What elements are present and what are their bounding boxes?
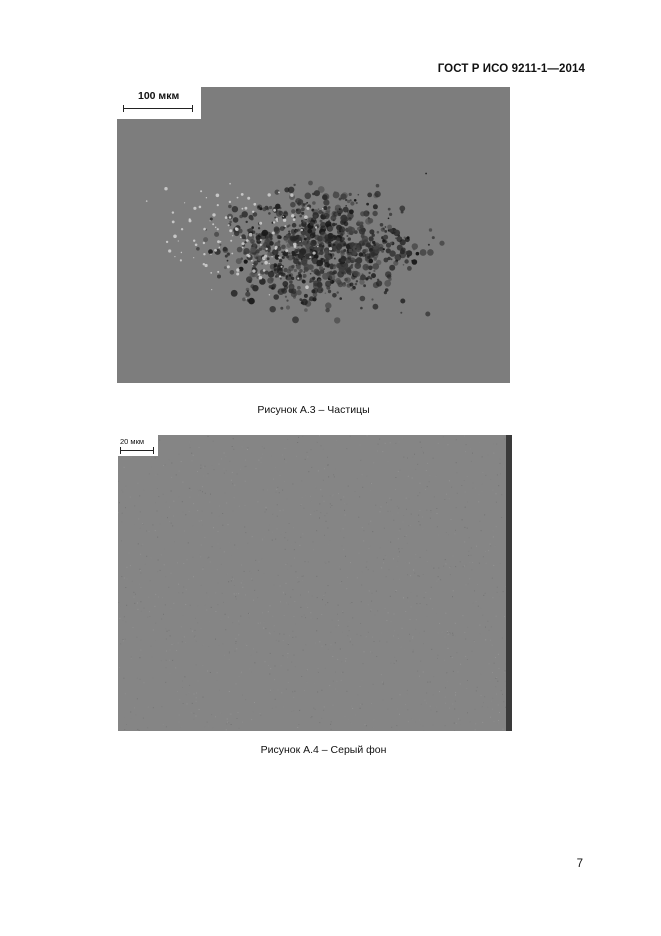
scale-label: 100 мкм [138, 90, 180, 102]
scale-bar-box [118, 435, 158, 456]
figure-caption: Рисунок А.3 – Частицы [257, 404, 370, 416]
scale-bar-box [117, 87, 201, 119]
scale-bar [120, 450, 154, 451]
page-number: 7 [576, 858, 583, 870]
gray-background-image [118, 435, 512, 731]
particles-micrograph [117, 87, 510, 383]
document-header: ГОСТ Р ИСО 9211-1—2014 [437, 63, 585, 75]
particles-image [117, 87, 510, 383]
gray-background-micrograph [118, 435, 512, 731]
scale-bar [123, 108, 193, 109]
scale-label: 20 мкм [120, 437, 145, 446]
figure-caption: Рисунок А.4 – Серый фон [260, 744, 387, 756]
